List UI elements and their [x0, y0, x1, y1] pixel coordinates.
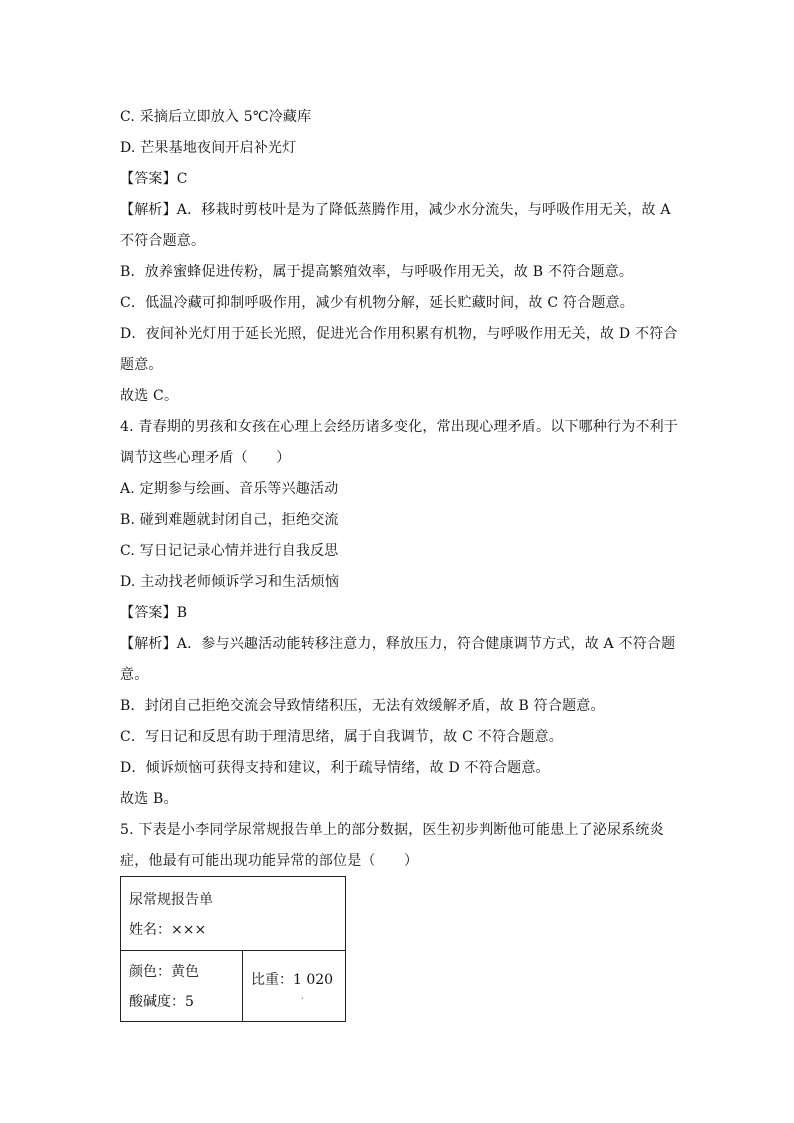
analysis-q4-d: D．倾诉烦恼可获得支持和建议，利于疏导情绪，故 D 不符合题意。 — [120, 760, 550, 776]
analysis-q3-d-cont: 题意。 — [120, 357, 163, 373]
analysis-q3-d: D．夜间补光灯用于延长光照，促进光合作用积累有机物，与呼吸作用无关，故 D 不符合 — [120, 326, 678, 342]
analysis-q4-a: 【解析】A．参与兴趣活动能转移注意力，释放压力，符合健康调节方式，故 A 不符合题 — [120, 636, 676, 652]
answer-q4: 【答案】B — [120, 605, 188, 621]
patient-name: 姓名：××× — [129, 922, 207, 938]
analysis-q4-b: B．封闭自己拒绝交流会导致情绪积压，无法有效缓解矛盾，故 B 符合题意。 — [120, 698, 605, 714]
report-title: 尿常规报告单 — [129, 892, 213, 908]
report-left-cell — [121, 951, 243, 1022]
conclusion-q3: 故选 C。 — [120, 388, 179, 404]
question-5-cont: 症，他最有可能出现功能异常的部位是（ ） — [120, 853, 419, 869]
analysis-q3-a: 【解析】A．移栽时剪枝叶是为了降低蒸腾作用，减少水分流失，与呼吸作用无关，故 A — [120, 202, 671, 218]
question-4-cont: 调节这些心理矛盾（ ） — [120, 450, 291, 466]
option-d-q3: D. 芒果基地夜间开启补光灯 — [120, 140, 297, 156]
analysis-q3-b: B．放养蜜蜂促进传粉，属于提高繁殖效率，与呼吸作用无关，故 B 不符合题意。 — [120, 264, 634, 280]
conclusion-q4: 故选 B。 — [120, 791, 178, 807]
option-d-q4: D. 主动找老师倾诉学习和生活烦恼 — [120, 574, 340, 590]
report-right-cell — [243, 951, 345, 1022]
option-a-q4: A. 定期参与绘画、音乐等兴趣活动 — [120, 481, 339, 497]
option-c-q4: C. 写日记记录心情并进行自我反思 — [120, 543, 339, 559]
analysis-q3-c: C．低温冷藏可抑制呼吸作用，减少有机物分解，延长贮藏时间，故 C 符合题意。 — [120, 295, 634, 311]
analysis-q4-c: C．写日记和反思有助于理清思绪，属于自我调节，故 C 不符合题意。 — [120, 729, 563, 745]
specific-gravity: 比重：1 020 — [251, 972, 334, 988]
option-c-q3: C. 采摘后立即放入 5℃冷藏库 — [120, 109, 312, 125]
urine-report-table — [120, 876, 346, 1022]
document-body — [120, 102, 680, 877]
report-body — [121, 951, 345, 1022]
option-b-q4: B. 碰到难题就封闭自己，拒绝交流 — [120, 512, 339, 528]
urine-ph: 酸碱度：5 — [129, 994, 194, 1010]
answer-q3: 【答案】C — [120, 171, 188, 187]
question-5: 5. 下表是小李同学尿常规报告单上的部分数据，医生初步判断他可能患上了泌尿系统炎 — [120, 822, 664, 838]
urine-color: 颜色：黄色 — [129, 964, 199, 980]
question-4: 4. 青春期的男孩和女孩在心理上会经历诸多变化，常出现心理矛盾。以下哪种行为不利于 — [120, 419, 679, 435]
gravity-dot: · — [301, 994, 304, 1003]
analysis-q3-a-cont: 不符合题意。 — [120, 233, 206, 249]
report-header — [121, 877, 345, 951]
analysis-q4-a-cont: 意。 — [120, 667, 149, 683]
